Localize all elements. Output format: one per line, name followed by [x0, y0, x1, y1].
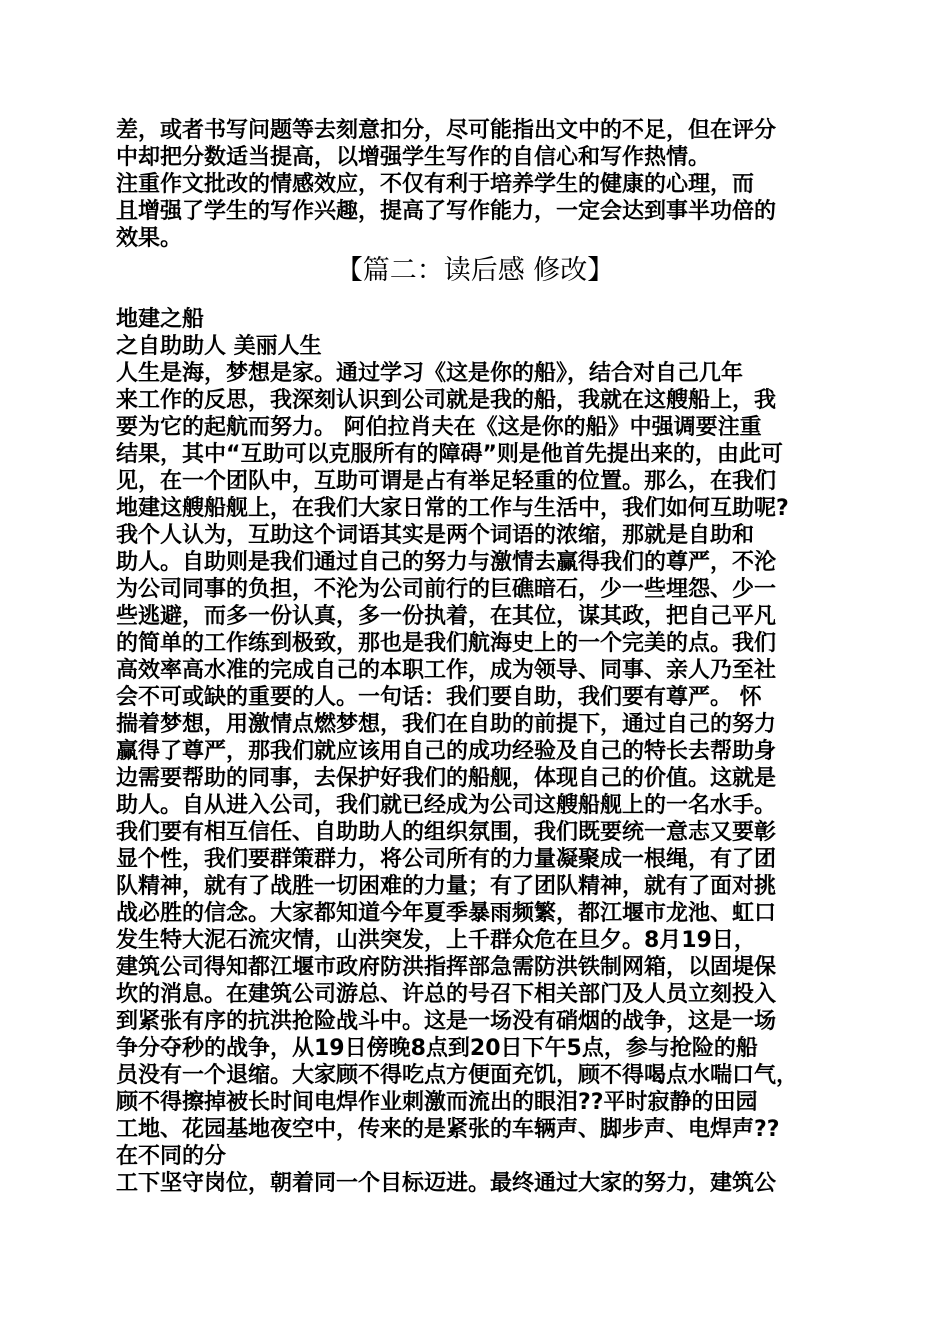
text-line: 我们要有相互信任、自助助人的组织氛围，我们既要统一意志又要彰 — [116, 820, 777, 845]
text-line: 为公司同事的负担，不沦为公司前行的巨礁暗石，少一些埋怨、少一 — [116, 577, 777, 602]
text-line: 助人。自从进入公司，我们就已经成为公司这艘船舰上的一名水手。 — [116, 793, 777, 818]
text-line: 之自助助人 美丽人生 — [116, 334, 322, 359]
text-line: 员没有一个退缩。大家顾不得吃点方便面充饥，顾不得喝点水喘口气， — [116, 1063, 799, 1088]
text-line: 助人。自助则是我们通过自己的努力与激情去赢得我们的尊严，不沦 — [116, 550, 777, 575]
text-line: 些逃避，而多一份认真，多一份执着，在其位，谋其政，把自己平凡 — [116, 604, 777, 629]
text-line: 地建之船 — [116, 307, 205, 332]
text-line: 且增强了学生的写作兴趣，提高了写作能力，一定会达到事半功倍的 — [116, 199, 777, 224]
text-line: 边需要帮助的同事，去保护好我们的船舰，体现自己的价值。这就是 — [116, 766, 777, 791]
text-line: 显个性，我们要群策群力，将公司所有的力量凝聚成一根绳，有了团 — [116, 847, 777, 872]
text-line: 地建这艘船舰上，在我们大家日常的工作与生活中，我们如何互助呢? — [116, 496, 789, 521]
text-line: 赢得了尊严，那我们就应该用自己的成功经验及自己的特长去帮助身 — [116, 739, 777, 764]
text-line: 在不同的分 — [116, 1144, 227, 1169]
body-paragraph — [116, 306, 846, 1197]
text-line: 争分夺秒的战争，从19日傍晚8点到20日下午5点，参与抢险的船 — [116, 1036, 758, 1061]
text-line: 中却把分数适当提高，以增强学生写作的自信心和写作热情。 — [116, 145, 711, 170]
text-line: 效果。 — [116, 226, 183, 251]
text-line: 的简单的工作练到极致，那也是我们航海史上的一个完美的点。我们 — [116, 631, 777, 656]
text-line: 揣着梦想，用激情点燃梦想，我们在自助的前提下，通过自己的努力 — [116, 712, 777, 737]
text-line: 人生是海，梦想是家。通过学习《这是你的船》，结合对自己几年 — [116, 361, 744, 386]
text-line: 差，或者书写问题等去刻意扣分，尽可能指出文中的不足，但在评分 — [116, 118, 777, 143]
text-line: 战必胜的信念。大家都知道今年夏季暴雨频繁，都江堰市龙池、虹口 — [116, 901, 777, 926]
text-line: 注重作文批改的情感效应，不仅有利于培养学生的健康的心理，而 — [116, 172, 755, 197]
text-line: 高效率高水准的完成自己的本职工作，成为领导、同事、亲人乃至社 — [116, 658, 777, 683]
text-line: 见，在一个团队中，互助可谓是占有举足轻重的位置。那么，在我们 — [116, 469, 777, 494]
text-line: 发生特大泥石流灾情，山洪突发，上千群众危在旦夕。8月19日， — [116, 928, 756, 953]
text-line: 来工作的反思，我深刻认识到公司就是我的船，我就在这艘船上，我 — [116, 388, 777, 413]
intro-paragraph — [116, 117, 846, 252]
text-line: 队精神，就有了战胜一切困难的力量；有了团队精神，就有了面对挑 — [116, 874, 777, 899]
text-line: 坎的消息。在建筑公司游总、许总的号召下相关部门及人员立刻投入 — [116, 982, 777, 1007]
text-line: 会不可或缺的重要的人。一句话：我们要自助，我们要有尊严。 怀 — [116, 685, 762, 710]
text-line: 到紧张有序的抗洪抢险战斗中。这是一场没有硝烟的战争，这是一场 — [116, 1009, 777, 1034]
text-line: 建筑公司得知都江堰市政府防洪指挥部急需防洪铁制网箱，以固堤保 — [116, 955, 777, 980]
section-heading: 【篇二：读后感 修改】 — [335, 255, 615, 286]
text-line: 工地、花园基地夜空中，传来的是紧张的车辆声、脚步声、电焊声?? — [116, 1117, 780, 1142]
text-line: 工下坚守岗位，朝着同一个目标迈进。最终通过大家的努力，建筑公 — [116, 1171, 777, 1196]
text-line: 顾不得擦掉被长时间电焊作业刺激而流出的眼泪??平时寂静的田园 — [116, 1090, 758, 1115]
text-line: 我个人认为，互助这个词语其实是两个词语的浓缩，那就是自助和 — [116, 523, 755, 548]
text-line: 结果，其中“互助可以克服所有的障碍”则是他首先提出来的，由此可 — [116, 442, 783, 467]
text-line: 要为它的起航而努力。 阿伯拉肖夫在《这是你的船》中强调要注重 — [116, 415, 762, 440]
